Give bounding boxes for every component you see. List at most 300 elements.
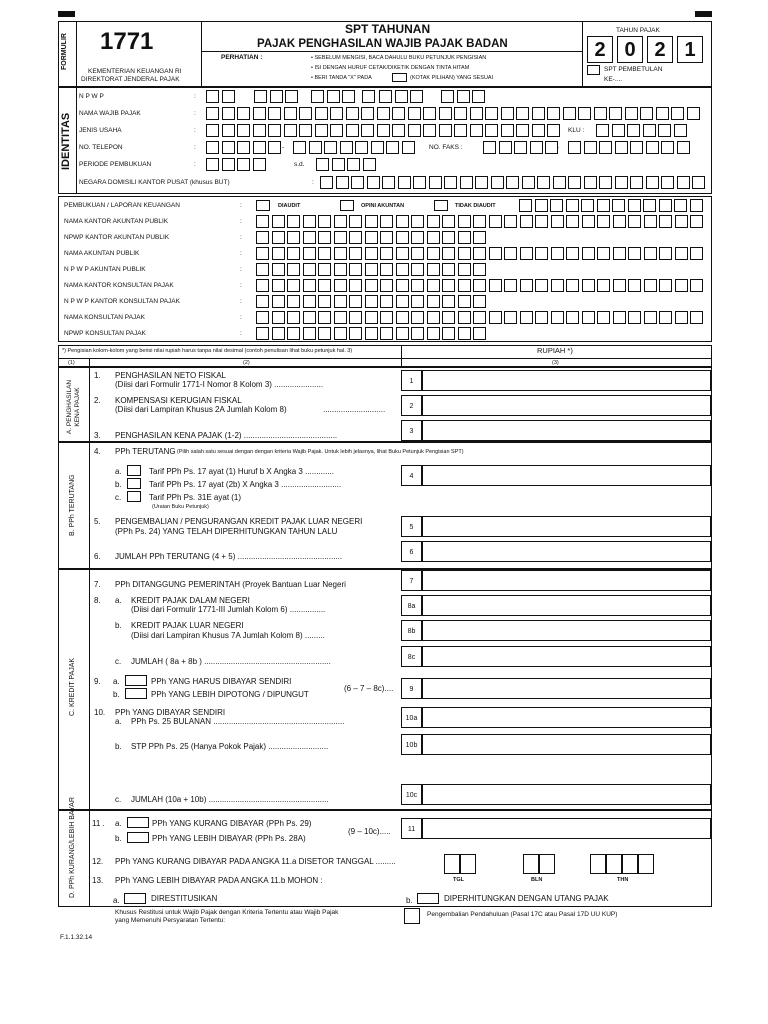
accounting-row-cell[interactable]	[287, 231, 300, 244]
accounting-row-cell[interactable]	[287, 215, 300, 228]
name-cell[interactable]	[532, 107, 545, 120]
accounting-row-cell[interactable]	[473, 215, 486, 228]
business-cell[interactable]	[222, 124, 235, 137]
amount-field[interactable]	[422, 707, 711, 728]
accounting-row-cell[interactable]	[489, 311, 502, 324]
fax-cell[interactable]	[584, 141, 597, 154]
business-cell[interactable]	[470, 124, 483, 137]
accounting-row-cell[interactable]	[675, 279, 688, 292]
accounting-row-cell[interactable]	[396, 247, 409, 260]
name-cell[interactable]	[377, 107, 390, 120]
accounting-row-cell[interactable]	[396, 311, 409, 324]
accounting-row-cell[interactable]	[520, 247, 533, 260]
accounting-row-cell[interactable]	[504, 279, 517, 292]
not-audited-checkbox[interactable]	[434, 200, 448, 211]
accounting-row-cell[interactable]	[566, 279, 579, 292]
accounting-row-cell[interactable]	[427, 231, 440, 244]
accounting-row-cell[interactable]	[411, 247, 424, 260]
name-cell[interactable]	[361, 107, 374, 120]
accounting-row-cell[interactable]	[380, 231, 393, 244]
accounting-row-cell[interactable]	[396, 263, 409, 276]
amount-field[interactable]	[422, 570, 711, 591]
accounting-row-cell[interactable]	[287, 263, 300, 276]
accounting-row-cell[interactable]	[256, 311, 269, 324]
accounting-row-cell[interactable]	[334, 295, 347, 308]
accounting-row-cell[interactable]	[365, 247, 378, 260]
accounting-row-cell[interactable]	[287, 311, 300, 324]
accounting-row-cell[interactable]	[349, 295, 362, 308]
not-audited-cell[interactable]	[659, 199, 672, 212]
npwp-cell[interactable]	[254, 90, 267, 103]
accounting-row-cell[interactable]	[442, 327, 455, 340]
accounting-row-cell[interactable]	[396, 327, 409, 340]
accounting-row-cell[interactable]	[489, 247, 502, 260]
accounting-row-cell[interactable]	[334, 247, 347, 260]
business-cell[interactable]	[299, 124, 312, 137]
name-cell[interactable]	[578, 107, 591, 120]
accounting-row-cell[interactable]	[365, 215, 378, 228]
opinion-checkbox[interactable]	[340, 200, 354, 211]
accounting-row-cell[interactable]	[551, 311, 564, 324]
accounting-row-cell[interactable]	[458, 263, 471, 276]
name-cell[interactable]	[222, 107, 235, 120]
name-cell[interactable]	[687, 107, 700, 120]
business-cell[interactable]	[423, 124, 436, 137]
accounting-row-cell[interactable]	[287, 279, 300, 292]
npwp-cell[interactable]	[379, 90, 392, 103]
not-audited-cell[interactable]	[628, 199, 641, 212]
accounting-row-cell[interactable]	[442, 247, 455, 260]
accounting-row-cell[interactable]	[349, 311, 362, 324]
accounting-row-cell[interactable]	[303, 263, 316, 276]
accounting-row-cell[interactable]	[396, 279, 409, 292]
fax-cell[interactable]	[514, 141, 527, 154]
accounting-row-cell[interactable]	[287, 295, 300, 308]
accounting-row-cell[interactable]	[551, 279, 564, 292]
accounting-row-cell[interactable]	[256, 263, 269, 276]
accounting-row-cell[interactable]	[504, 215, 517, 228]
accounting-row-cell[interactable]	[458, 279, 471, 292]
accounting-row-cell[interactable]	[349, 231, 362, 244]
amount-field[interactable]	[422, 541, 711, 562]
npwp-cell[interactable]	[472, 90, 485, 103]
item-4c-checkbox[interactable]	[127, 491, 141, 502]
accounting-row-cell[interactable]	[613, 279, 626, 292]
accounting-row-cell[interactable]	[303, 279, 316, 292]
item-4b-checkbox[interactable]	[127, 478, 141, 489]
name-cell[interactable]	[299, 107, 312, 120]
phone-cell[interactable]	[355, 141, 368, 154]
accounting-row-cell[interactable]	[411, 295, 424, 308]
accounting-row-cell[interactable]	[535, 279, 548, 292]
business-cell[interactable]	[516, 124, 529, 137]
domicile-cell[interactable]	[630, 176, 643, 189]
accounting-row-cell[interactable]	[613, 311, 626, 324]
accounting-row-cell[interactable]	[349, 215, 362, 228]
period-cell[interactable]	[347, 158, 360, 171]
accounting-row-cell[interactable]	[458, 247, 471, 260]
accounting-row-cell[interactable]	[551, 247, 564, 260]
fax-cell[interactable]	[677, 141, 690, 154]
accounting-row-cell[interactable]	[427, 295, 440, 308]
accounting-row-cell[interactable]	[427, 311, 440, 324]
accounting-row-cell[interactable]	[411, 327, 424, 340]
business-cell[interactable]	[253, 124, 266, 137]
amount-field[interactable]	[422, 595, 711, 616]
accounting-row-cell[interactable]	[380, 279, 393, 292]
domicile-cell[interactable]	[584, 176, 597, 189]
accounting-row-cell[interactable]	[628, 279, 641, 292]
phone-cell[interactable]	[293, 141, 306, 154]
accounting-row-cell[interactable]	[349, 263, 362, 276]
fax-cell[interactable]	[530, 141, 543, 154]
business-cell[interactable]	[532, 124, 545, 137]
phone-cell[interactable]	[371, 141, 384, 154]
not-audited-cell[interactable]	[519, 199, 532, 212]
domicile-cell[interactable]	[429, 176, 442, 189]
accounting-row-cell[interactable]	[442, 295, 455, 308]
accounting-row-cell[interactable]	[473, 247, 486, 260]
phone-cell[interactable]	[340, 141, 353, 154]
business-cell[interactable]	[547, 124, 560, 137]
audited-checkbox[interactable]	[256, 200, 270, 211]
accounting-row-cell[interactable]	[334, 263, 347, 276]
accounting-row-cell[interactable]	[411, 215, 424, 228]
domicile-cell[interactable]	[646, 176, 659, 189]
accounting-row-cell[interactable]	[272, 263, 285, 276]
accounting-row-cell[interactable]	[659, 247, 672, 260]
domicile-cell[interactable]	[336, 176, 349, 189]
name-cell[interactable]	[671, 107, 684, 120]
accounting-row-cell[interactable]	[272, 215, 285, 228]
phone-cell[interactable]	[268, 141, 281, 154]
accounting-row-cell[interactable]	[303, 295, 316, 308]
accounting-row-cell[interactable]	[396, 295, 409, 308]
klu-cell[interactable]	[627, 124, 640, 137]
not-audited-cell[interactable]	[581, 199, 594, 212]
accounting-row-cell[interactable]	[566, 215, 579, 228]
domicile-cell[interactable]	[475, 176, 488, 189]
accounting-row-cell[interactable]	[318, 295, 331, 308]
name-cell[interactable]	[408, 107, 421, 120]
accounting-row-cell[interactable]	[535, 247, 548, 260]
preliminary-refund-checkbox[interactable]	[404, 908, 420, 924]
accounting-row-cell[interactable]	[628, 311, 641, 324]
accounting-row-cell[interactable]	[442, 231, 455, 244]
npwp-cell[interactable]	[222, 90, 235, 103]
period-cell[interactable]	[237, 158, 250, 171]
npwp-cell[interactable]	[457, 90, 470, 103]
accounting-row-cell[interactable]	[566, 311, 579, 324]
name-cell[interactable]	[625, 107, 638, 120]
accounting-row-cell[interactable]	[349, 327, 362, 340]
accounting-row-cell[interactable]	[411, 311, 424, 324]
domicile-cell[interactable]	[615, 176, 628, 189]
domicile-cell[interactable]	[568, 176, 581, 189]
accounting-row-cell[interactable]	[349, 279, 362, 292]
accounting-row-cell[interactable]	[473, 279, 486, 292]
date-cell[interactable]	[460, 854, 476, 874]
phone-cell[interactable]	[222, 141, 235, 154]
phone-cell[interactable]	[402, 141, 415, 154]
accounting-row-cell[interactable]	[504, 311, 517, 324]
name-cell[interactable]	[563, 107, 576, 120]
accounting-row-cell[interactable]	[365, 263, 378, 276]
accounting-row-cell[interactable]	[380, 215, 393, 228]
accounting-row-cell[interactable]	[675, 215, 688, 228]
date-cell[interactable]	[606, 854, 622, 874]
accounting-row-cell[interactable]	[396, 215, 409, 228]
accounting-row-cell[interactable]	[380, 263, 393, 276]
accounting-row-cell[interactable]	[396, 231, 409, 244]
item-11a-checkbox[interactable]	[127, 817, 149, 828]
fax-cell[interactable]	[661, 141, 674, 154]
item-11b-checkbox[interactable]	[127, 832, 149, 843]
period-cell[interactable]	[206, 158, 219, 171]
klu-cell[interactable]	[674, 124, 687, 137]
domicile-cell[interactable]	[367, 176, 380, 189]
amount-field[interactable]	[422, 395, 711, 416]
fax-cell[interactable]	[615, 141, 628, 154]
accounting-row-cell[interactable]	[582, 311, 595, 324]
accounting-row-cell[interactable]	[473, 327, 486, 340]
offset-checkbox[interactable]	[417, 893, 439, 904]
accounting-row-cell[interactable]	[256, 279, 269, 292]
accounting-row-cell[interactable]	[256, 295, 269, 308]
business-cell[interactable]	[315, 124, 328, 137]
domicile-cell[interactable]	[491, 176, 504, 189]
npwp-cell[interactable]	[285, 90, 298, 103]
accounting-row-cell[interactable]	[442, 279, 455, 292]
amount-field[interactable]	[422, 784, 711, 805]
business-cell[interactable]	[392, 124, 405, 137]
not-audited-cell[interactable]	[535, 199, 548, 212]
business-cell[interactable]	[439, 124, 452, 137]
accounting-row-cell[interactable]	[473, 263, 486, 276]
fax-cell[interactable]	[646, 141, 659, 154]
amount-field[interactable]	[422, 678, 711, 699]
accounting-row-cell[interactable]	[349, 247, 362, 260]
accounting-row-cell[interactable]	[411, 231, 424, 244]
accounting-row-cell[interactable]	[287, 247, 300, 260]
accounting-row-cell[interactable]	[272, 231, 285, 244]
phone-cell[interactable]	[253, 141, 266, 154]
klu-cell[interactable]	[643, 124, 656, 137]
accounting-row-cell[interactable]	[489, 279, 502, 292]
business-cell[interactable]	[237, 124, 250, 137]
npwp-cell[interactable]	[206, 90, 219, 103]
accounting-row-cell[interactable]	[613, 247, 626, 260]
name-cell[interactable]	[501, 107, 514, 120]
amount-field[interactable]	[422, 734, 711, 755]
accounting-row-cell[interactable]	[628, 247, 641, 260]
npwp-cell[interactable]	[410, 90, 423, 103]
accounting-row-cell[interactable]	[318, 215, 331, 228]
accounting-row-cell[interactable]	[675, 247, 688, 260]
not-audited-cell[interactable]	[566, 199, 579, 212]
period-cell[interactable]	[222, 158, 235, 171]
name-cell[interactable]	[640, 107, 653, 120]
domicile-cell[interactable]	[506, 176, 519, 189]
accounting-row-cell[interactable]	[256, 231, 269, 244]
name-cell[interactable]	[594, 107, 607, 120]
year-digit-1[interactable]: 2	[587, 36, 613, 63]
date-cell[interactable]	[523, 854, 539, 874]
fax-cell[interactable]	[599, 141, 612, 154]
accounting-row-cell[interactable]	[380, 327, 393, 340]
accounting-row-cell[interactable]	[334, 231, 347, 244]
accounting-row-cell[interactable]	[303, 311, 316, 324]
accounting-row-cell[interactable]	[597, 279, 610, 292]
accounting-row-cell[interactable]	[659, 311, 672, 324]
accounting-row-cell[interactable]	[458, 311, 471, 324]
accounting-row-cell[interactable]	[597, 311, 610, 324]
accounting-row-cell[interactable]	[318, 263, 331, 276]
refund-checkbox[interactable]	[124, 893, 146, 904]
business-cell[interactable]	[330, 124, 343, 137]
domicile-cell[interactable]	[537, 176, 550, 189]
business-cell[interactable]	[268, 124, 281, 137]
amendment-checkbox[interactable]	[587, 65, 600, 75]
accounting-row-cell[interactable]	[380, 311, 393, 324]
business-cell[interactable]	[454, 124, 467, 137]
date-cell[interactable]	[622, 854, 638, 874]
accounting-row-cell[interactable]	[535, 311, 548, 324]
domicile-cell[interactable]	[382, 176, 395, 189]
accounting-row-cell[interactable]	[473, 231, 486, 244]
accounting-row-cell[interactable]	[318, 247, 331, 260]
accounting-row-cell[interactable]	[365, 295, 378, 308]
item-9b-checkbox[interactable]	[125, 688, 147, 699]
accounting-row-cell[interactable]	[551, 215, 564, 228]
accounting-row-cell[interactable]	[380, 247, 393, 260]
accounting-row-cell[interactable]	[675, 311, 688, 324]
accounting-row-cell[interactable]	[380, 295, 393, 308]
fax-cell[interactable]	[545, 141, 558, 154]
amount-field[interactable]	[422, 620, 711, 641]
business-cell[interactable]	[377, 124, 390, 137]
accounting-row-cell[interactable]	[318, 279, 331, 292]
accounting-row-cell[interactable]	[504, 247, 517, 260]
accounting-row-cell[interactable]	[644, 247, 657, 260]
period-cell[interactable]	[363, 158, 376, 171]
business-cell[interactable]	[501, 124, 514, 137]
accounting-row-cell[interactable]	[334, 311, 347, 324]
accounting-row-cell[interactable]	[365, 311, 378, 324]
name-cell[interactable]	[439, 107, 452, 120]
accounting-row-cell[interactable]	[427, 263, 440, 276]
date-cell[interactable]	[638, 854, 654, 874]
amount-field[interactable]	[422, 370, 711, 391]
accounting-row-cell[interactable]	[256, 327, 269, 340]
accounting-row-cell[interactable]	[303, 215, 316, 228]
item-9a-checkbox[interactable]	[125, 675, 147, 686]
accounting-row-cell[interactable]	[334, 279, 347, 292]
name-cell[interactable]	[206, 107, 219, 120]
npwp-cell[interactable]	[270, 90, 283, 103]
period-cell[interactable]	[332, 158, 345, 171]
accounting-row-cell[interactable]	[659, 215, 672, 228]
name-cell[interactable]	[470, 107, 483, 120]
name-cell[interactable]	[392, 107, 405, 120]
domicile-cell[interactable]	[553, 176, 566, 189]
accounting-row-cell[interactable]	[458, 231, 471, 244]
accounting-row-cell[interactable]	[442, 311, 455, 324]
phone-cell[interactable]	[324, 141, 337, 154]
accounting-row-cell[interactable]	[256, 215, 269, 228]
accounting-row-cell[interactable]	[644, 279, 657, 292]
date-cell[interactable]	[539, 854, 555, 874]
domicile-cell[interactable]	[413, 176, 426, 189]
accounting-row-cell[interactable]	[365, 327, 378, 340]
name-cell[interactable]	[268, 107, 281, 120]
accounting-row-cell[interactable]	[303, 247, 316, 260]
accounting-row-cell[interactable]	[411, 263, 424, 276]
amount-field[interactable]	[422, 818, 711, 839]
accounting-row-cell[interactable]	[427, 279, 440, 292]
fax-cell[interactable]	[568, 141, 581, 154]
accounting-row-cell[interactable]	[272, 279, 285, 292]
name-cell[interactable]	[346, 107, 359, 120]
period-cell[interactable]	[316, 158, 329, 171]
year-digit-3[interactable]: 2	[647, 36, 673, 63]
date-cell[interactable]	[590, 854, 606, 874]
accounting-row-cell[interactable]	[318, 231, 331, 244]
phone-cell[interactable]	[206, 141, 219, 154]
accounting-row-cell[interactable]	[318, 311, 331, 324]
domicile-cell[interactable]	[460, 176, 473, 189]
fax-cell[interactable]	[630, 141, 643, 154]
name-cell[interactable]	[454, 107, 467, 120]
name-cell[interactable]	[253, 107, 266, 120]
domicile-cell[interactable]	[351, 176, 364, 189]
business-cell[interactable]	[408, 124, 421, 137]
domicile-cell[interactable]	[661, 176, 674, 189]
accounting-row-cell[interactable]	[411, 279, 424, 292]
accounting-row-cell[interactable]	[272, 295, 285, 308]
accounting-row-cell[interactable]	[318, 327, 331, 340]
name-cell[interactable]	[656, 107, 669, 120]
accounting-row-cell[interactable]	[597, 247, 610, 260]
accounting-row-cell[interactable]	[690, 279, 703, 292]
accounting-row-cell[interactable]	[628, 215, 641, 228]
phone-cell[interactable]	[386, 141, 399, 154]
accounting-row-cell[interactable]	[365, 231, 378, 244]
name-cell[interactable]	[547, 107, 560, 120]
business-cell[interactable]	[206, 124, 219, 137]
domicile-cell[interactable]	[444, 176, 457, 189]
name-cell[interactable]	[315, 107, 328, 120]
accounting-row-cell[interactable]	[272, 311, 285, 324]
accounting-row-cell[interactable]	[613, 215, 626, 228]
amount-field[interactable]	[422, 465, 711, 486]
npwp-cell[interactable]	[395, 90, 408, 103]
accounting-row-cell[interactable]	[303, 327, 316, 340]
npwp-cell[interactable]	[441, 90, 454, 103]
domicile-cell[interactable]	[692, 176, 705, 189]
accounting-row-cell[interactable]	[644, 311, 657, 324]
accounting-row-cell[interactable]	[442, 215, 455, 228]
domicile-cell[interactable]	[522, 176, 535, 189]
year-digit-2[interactable]: 0	[617, 36, 643, 63]
accounting-row-cell[interactable]	[458, 327, 471, 340]
accounting-row-cell[interactable]	[690, 215, 703, 228]
not-audited-cell[interactable]	[612, 199, 625, 212]
accounting-row-cell[interactable]	[659, 279, 672, 292]
name-cell[interactable]	[237, 107, 250, 120]
accounting-row-cell[interactable]	[334, 327, 347, 340]
accounting-row-cell[interactable]	[303, 231, 316, 244]
